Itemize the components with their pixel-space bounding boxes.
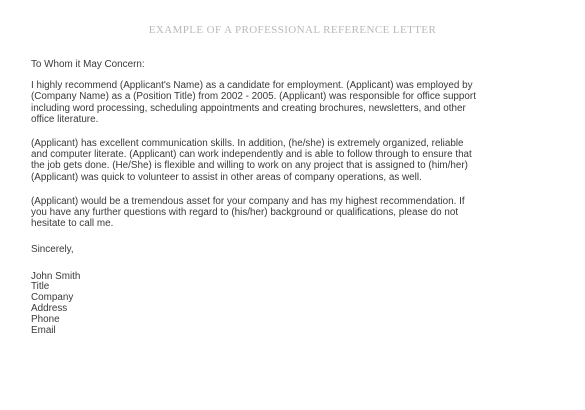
- paragraph-recommendation: [31, 80, 561, 125]
- signature-phone: Phone: [31, 313, 60, 325]
- closing: Sincerely,: [31, 244, 74, 256]
- paragraph-line: I highly recommend (Applicant's Name) as a candidate for employment. (Applicant) was employed by: [31, 80, 473, 92]
- paragraph-line: including word processing, scheduling appointments and creating brochures, newsletters, and other: [31, 102, 466, 114]
- signature-company: Company: [31, 292, 74, 304]
- letter-body: [31, 59, 561, 336]
- paragraph-skills: [31, 138, 561, 183]
- signature-email: Email: [31, 324, 56, 336]
- signature-address: Address: [31, 303, 68, 315]
- paragraph-line: (Company Name) as a (Position Title) from 2002 - 2005. (Applicant) was responsible for office support: [31, 91, 476, 103]
- paragraph-line: (Applicant) would be a tremendous asset for your company and has my highest recommendation. If: [31, 195, 465, 207]
- letter-title: EXAMPLE OF A PROFESSIONAL REFERENCE LETTER: [148, 24, 437, 36]
- paragraph-line: the job gets done. (He/She) is flexible and willing to work on any project that is assigned to (him/her): [31, 160, 468, 172]
- signature-name: John Smith: [31, 270, 81, 282]
- paragraph-line: and computer literate. (Applicant) can work independently and is able to follow through to ensure that: [31, 149, 472, 161]
- paragraph-line: you have any further questions with regard to (his/her) background or qualifications, please do not: [31, 207, 459, 219]
- signature-block: [31, 272, 561, 337]
- paragraph-line: hesitate to call me.: [31, 218, 114, 230]
- paragraph-line: (Applicant) was quick to volunteer to assist in other areas of company operations, as well.: [31, 171, 422, 183]
- paragraph-line: office literature.: [31, 113, 99, 125]
- salutation: To Whom it May Concern:: [31, 59, 145, 70]
- paragraph-line: (Applicant) has excellent communication skills. In addition, (he/she) is extremely organized, reliable: [31, 138, 464, 150]
- paragraph-closing-remarks: [31, 196, 561, 230]
- signature-title: Title: [31, 281, 50, 293]
